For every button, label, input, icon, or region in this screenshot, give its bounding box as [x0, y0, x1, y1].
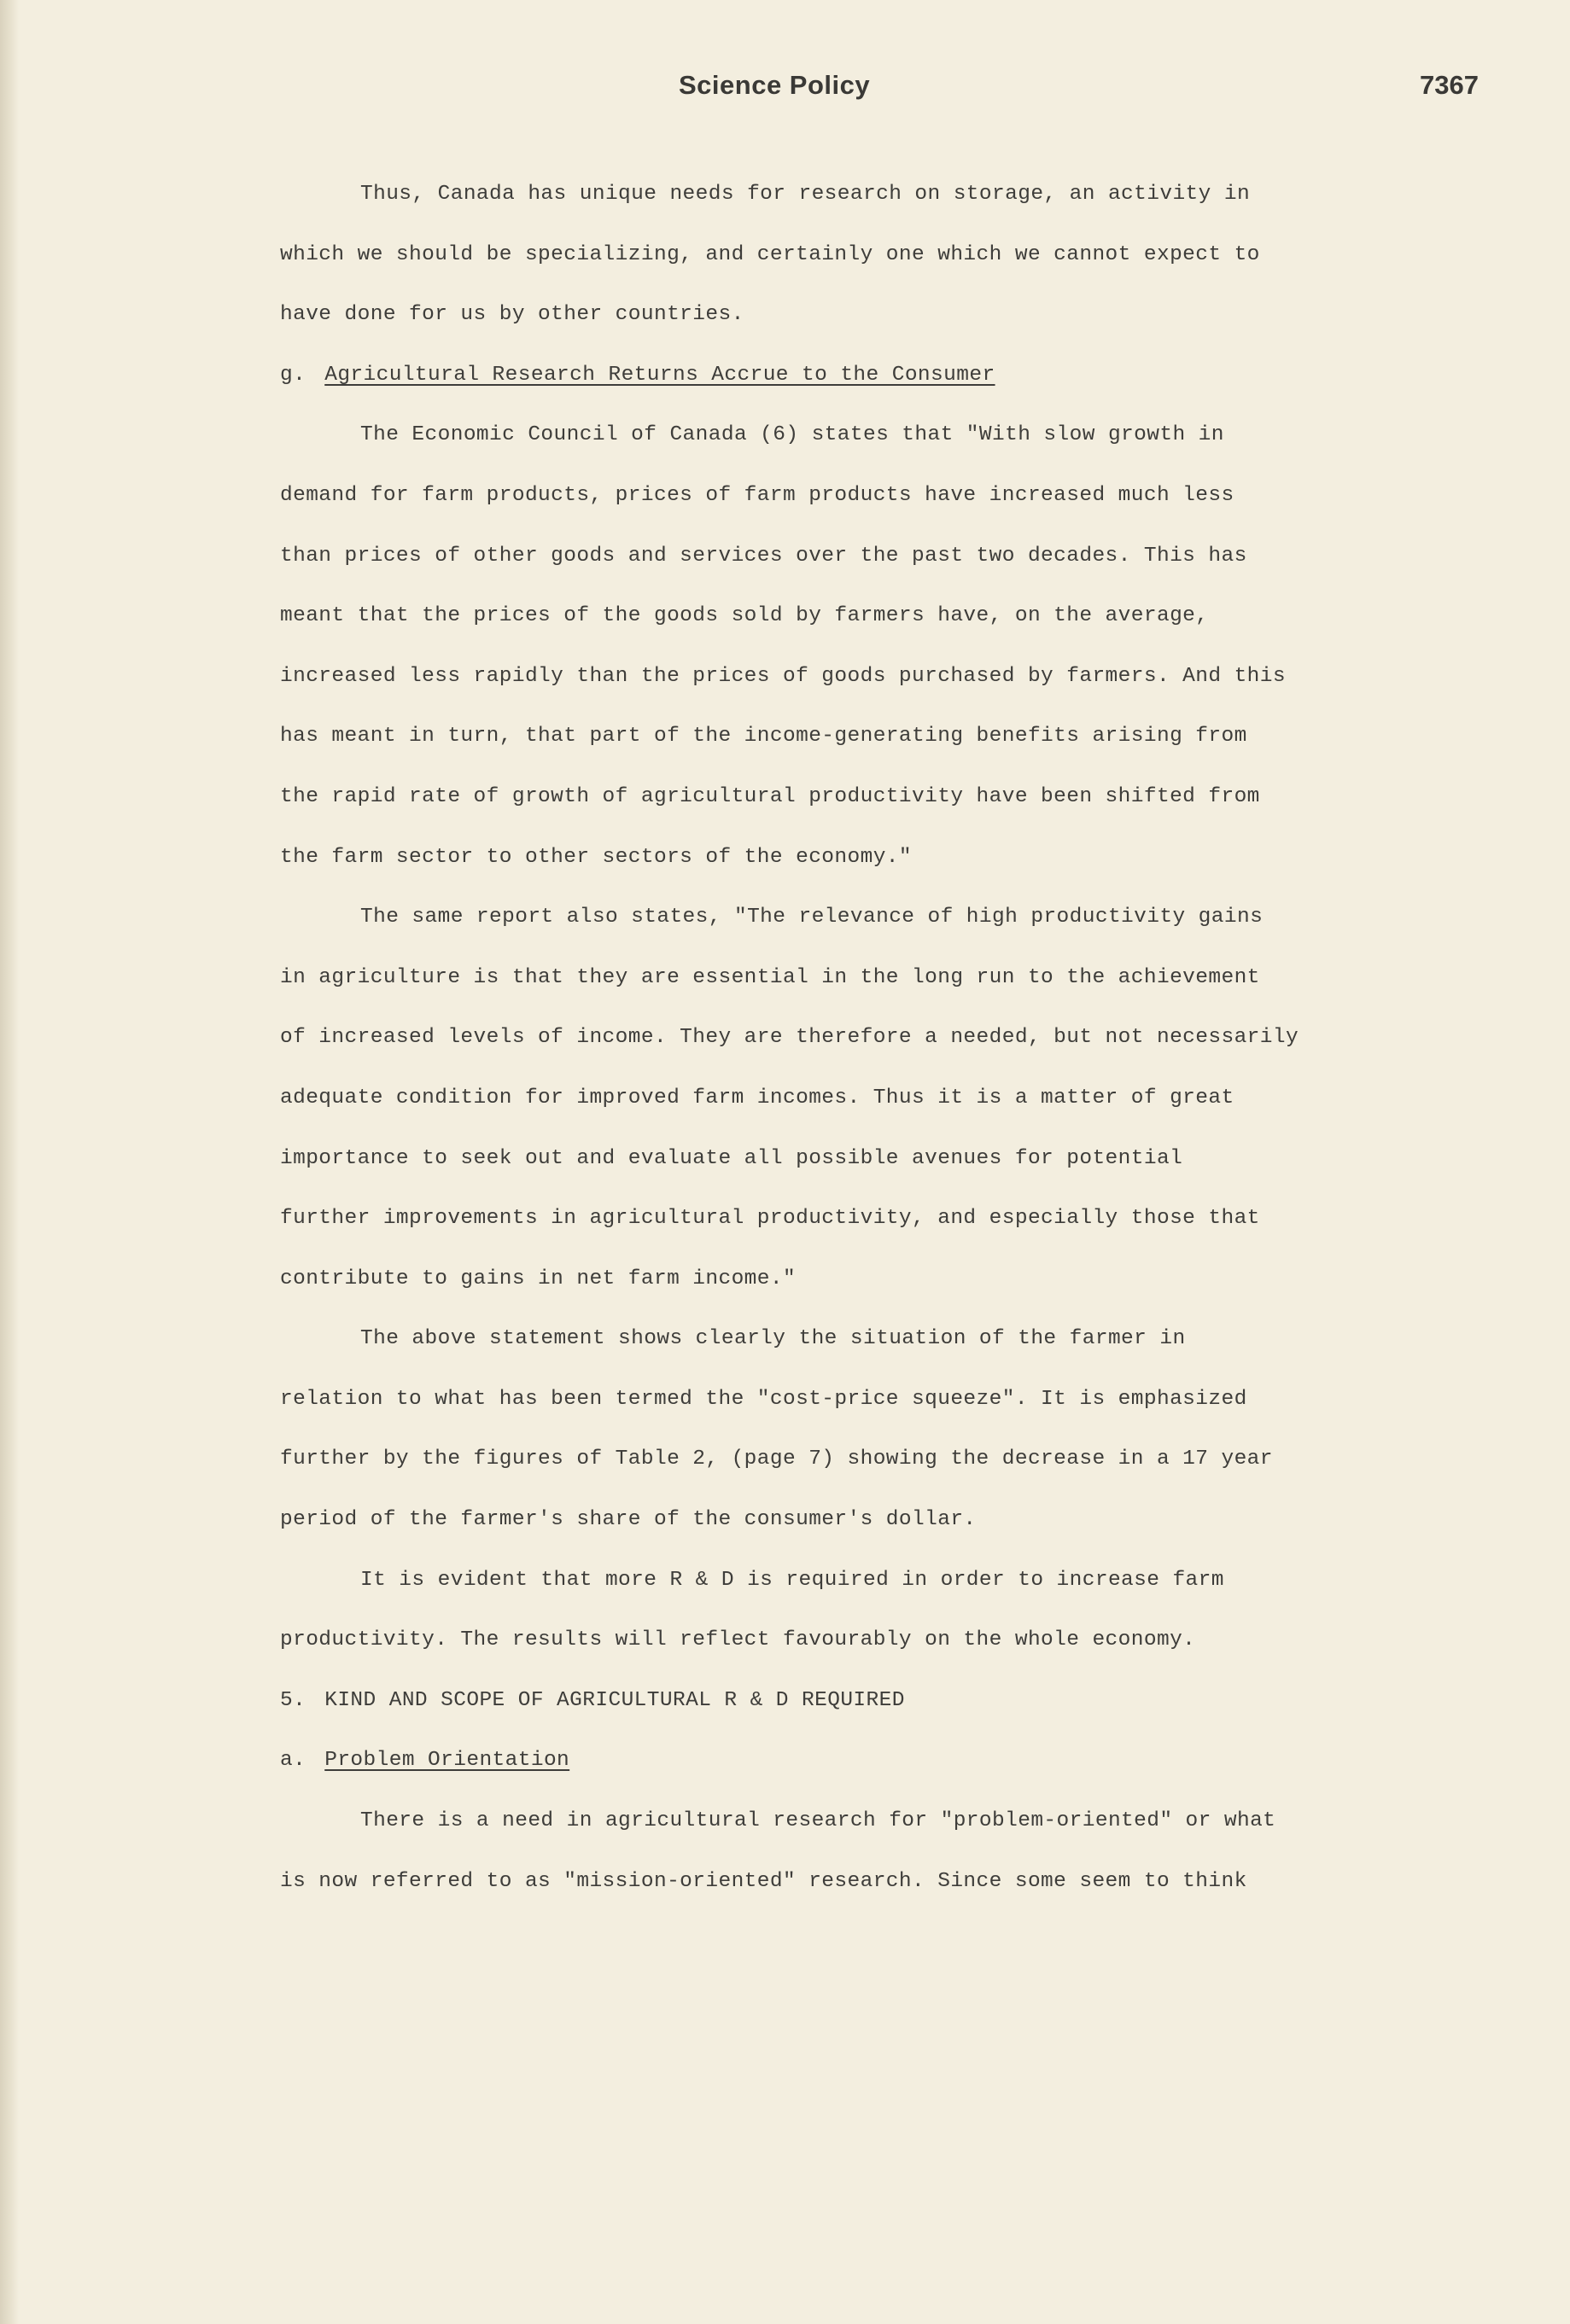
- section-heading-5: [280, 1671, 1390, 1732]
- body-text: [280, 165, 1390, 1912]
- text-line: has meant in turn, that part of the income-generating benefits arising from: [280, 725, 1247, 748]
- text-line: the farm sector to other sectors of the economy.": [280, 845, 913, 869]
- text-line: the rapid rate of growth of agricultural productivity have been shifted from: [280, 784, 1260, 808]
- section-title: Agricultural Research Returns Accrue to the Consumer: [324, 363, 995, 387]
- text-line: contribute to gains in net farm income.": [280, 1267, 797, 1290]
- section-title: Problem Orientation: [324, 1749, 570, 1773]
- text-line: productivity. The results will reflect favourably on the whole economy.: [280, 1628, 1196, 1652]
- text-line: period of the farmer's share of the consumer's dollar.: [280, 1508, 977, 1532]
- text-line: adequate condition for improved farm incomes. Thus it is a matter of great: [280, 1086, 1234, 1110]
- text-line: demand for farm products, prices of farm products have increased much less: [280, 483, 1234, 507]
- text-line: which we should be specializing, and certainly one which we cannot expect to: [280, 242, 1260, 266]
- section-title: KIND AND SCOPE OF AGRICULTURAL R & D REQUIRED: [324, 1688, 905, 1712]
- text-line: Thus, Canada has unique needs for research on storage, an activity in: [360, 183, 1251, 206]
- text-line: further by the figures of Table 2, (page 7) showing the decrease in a 17 year: [280, 1447, 1273, 1471]
- text-line: in agriculture is that they are essential in the long run to the achievement: [280, 965, 1260, 989]
- text-line: The same report also states, "The relevance of high productivity gains: [360, 906, 1264, 929]
- text-line: increased less rapidly than the prices of goods purchased by farmers. And this: [280, 664, 1286, 688]
- running-title: Science Policy: [679, 70, 871, 100]
- text-line: The Economic Council of Canada (6) states that "With slow growth in: [360, 423, 1224, 447]
- text-line: importance to seek out and evaluate all possible avenues for potential: [280, 1146, 1183, 1170]
- text-line: The above statement shows clearly the situation of the farmer in: [360, 1327, 1186, 1351]
- text-line: than prices of other goods and services over the past two decades. This has: [280, 544, 1247, 568]
- text-line: meant that the prices of the goods sold by farmers have, on the average,: [280, 604, 1209, 628]
- text-line: further improvements in agricultural productivity, and especially those that: [280, 1207, 1260, 1231]
- section-number: g.: [280, 363, 306, 387]
- text-line: of increased levels of income. They are therefore a needed, but not necessarily: [280, 1026, 1299, 1050]
- text-line: is now referred to as "mission-oriented" research. Since some seem to think: [280, 1869, 1247, 1893]
- section-number: a.: [280, 1749, 306, 1773]
- page-header: [0, 70, 1570, 113]
- page-binding-edge: [0, 0, 19, 2324]
- section-heading-a: [280, 1731, 1390, 1791]
- text-line: There is a need in agricultural research for "problem-oriented" or what: [360, 1809, 1276, 1833]
- section-heading-g: [280, 346, 1390, 406]
- text-line: It is evident that more R & D is required in order to increase farm: [360, 1568, 1224, 1592]
- text-line: have done for us by other countries.: [280, 303, 744, 327]
- section-number: 5.: [280, 1688, 306, 1712]
- page-number: 7367: [1420, 70, 1479, 100]
- text-line: relation to what has been termed the "cost-price squeeze". It is emphasized: [280, 1387, 1247, 1411]
